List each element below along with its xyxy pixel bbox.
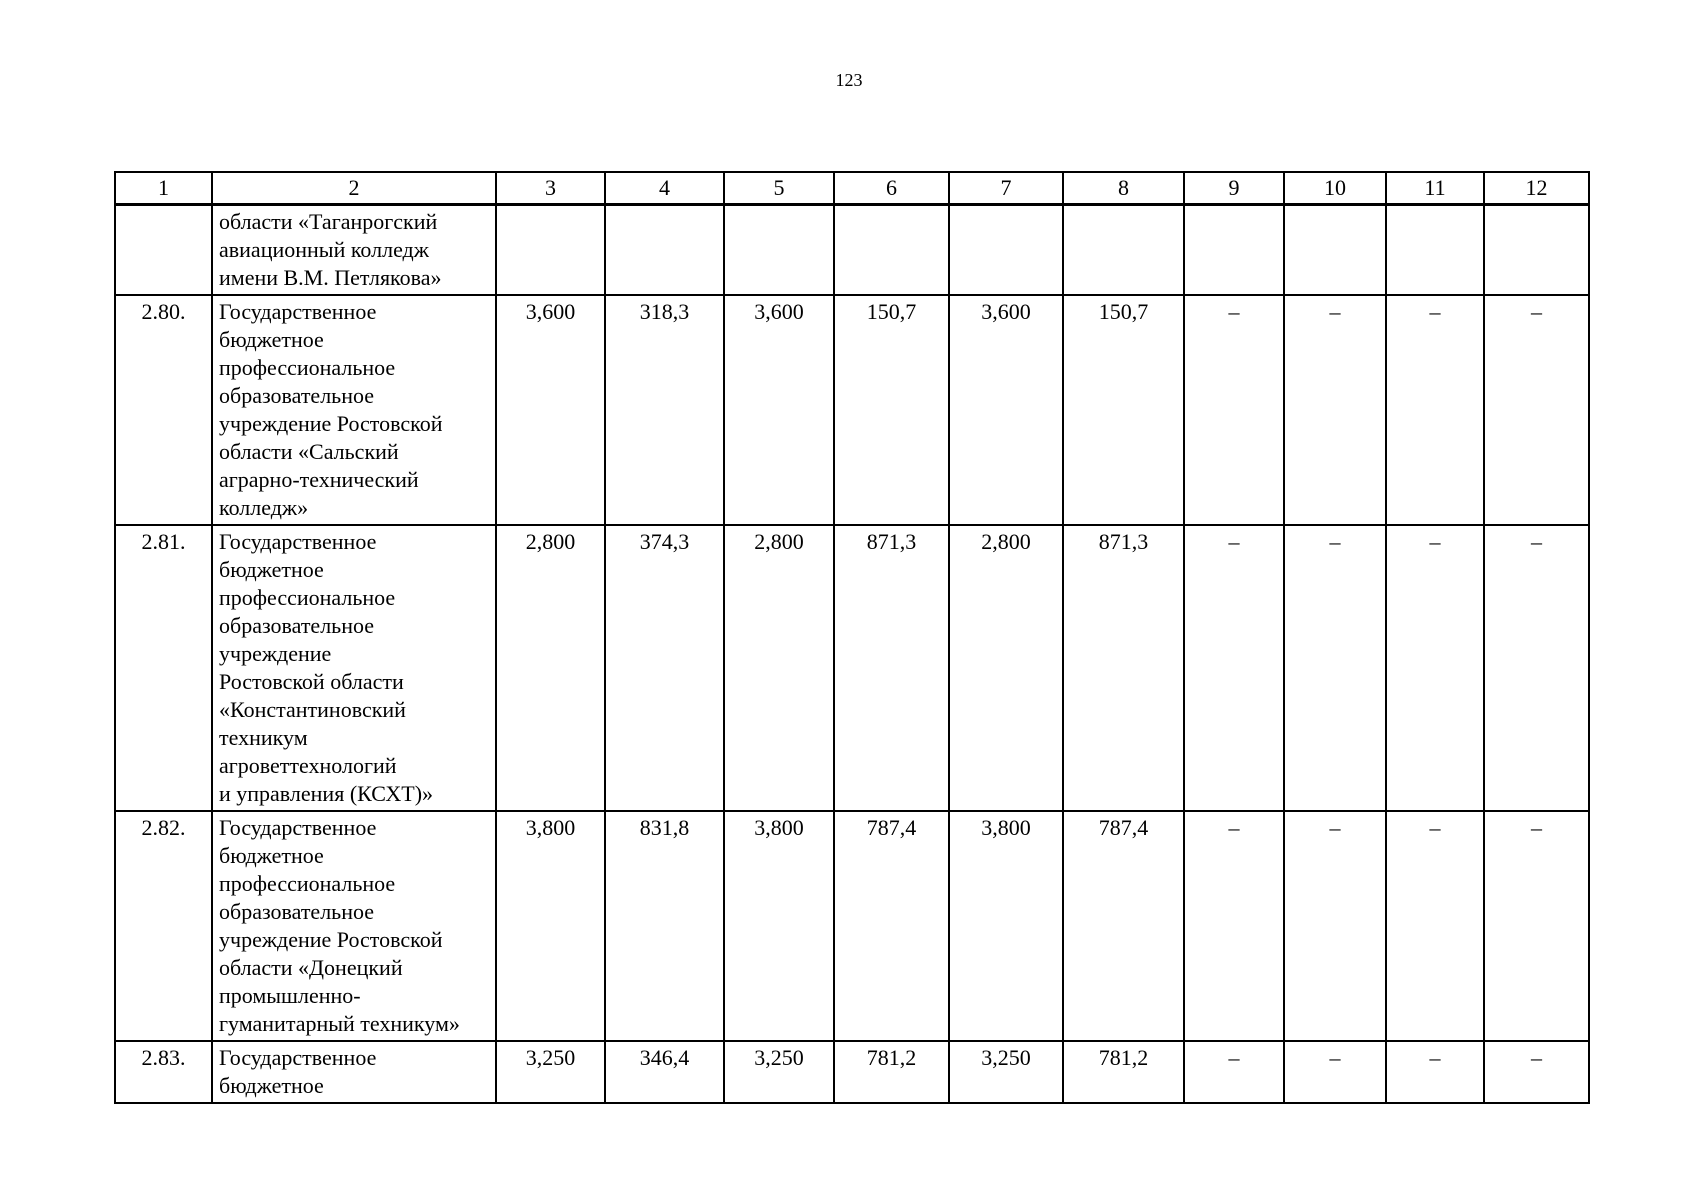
data-table bbox=[114, 171, 1590, 1104]
value-cell: 374,3 bbox=[605, 525, 724, 811]
value-cell: 871,3 bbox=[834, 525, 949, 811]
value-cell: 150,7 bbox=[834, 295, 949, 525]
value-cell: 3,250 bbox=[724, 1041, 834, 1103]
value-cell: 346,4 bbox=[605, 1041, 724, 1103]
row-number: 2.80. bbox=[115, 295, 212, 525]
value-cell: 2,800 bbox=[496, 525, 605, 811]
value-cell: 781,2 bbox=[1063, 1041, 1184, 1103]
value-cell: 3,800 bbox=[496, 811, 605, 1041]
table-row bbox=[115, 525, 1589, 811]
value-cell bbox=[496, 205, 605, 296]
value-cell bbox=[1386, 205, 1484, 296]
value-cell: 787,4 bbox=[834, 811, 949, 1041]
institution-name bbox=[212, 1041, 496, 1103]
value-cell: – bbox=[1184, 525, 1284, 811]
value-cell bbox=[834, 205, 949, 296]
value-cell bbox=[605, 205, 724, 296]
column-header: 7 bbox=[949, 172, 1063, 205]
row-number: 2.83. bbox=[115, 1041, 212, 1103]
value-cell: 787,4 bbox=[1063, 811, 1184, 1041]
row-number: 2.81. bbox=[115, 525, 212, 811]
column-header: 8 bbox=[1063, 172, 1184, 205]
page-number: 123 bbox=[835, 70, 863, 90]
value-cell: – bbox=[1386, 525, 1484, 811]
column-header: 5 bbox=[724, 172, 834, 205]
value-cell: – bbox=[1184, 1041, 1284, 1103]
value-cell: – bbox=[1484, 295, 1589, 525]
column-header: 10 bbox=[1284, 172, 1386, 205]
value-cell: 3,800 bbox=[949, 811, 1063, 1041]
column-header: 11 bbox=[1386, 172, 1484, 205]
value-cell: 3,250 bbox=[949, 1041, 1063, 1103]
institution-name-text: Государственное бюджетное bbox=[219, 1045, 377, 1098]
column-header: 9 bbox=[1184, 172, 1284, 205]
table-header bbox=[115, 172, 1589, 205]
value-cell: 831,8 bbox=[605, 811, 724, 1041]
value-cell: – bbox=[1386, 1041, 1484, 1103]
value-cell: 3,600 bbox=[496, 295, 605, 525]
table-row bbox=[115, 1041, 1589, 1103]
header-row bbox=[115, 172, 1589, 205]
value-cell: – bbox=[1386, 811, 1484, 1041]
value-cell bbox=[949, 205, 1063, 296]
value-cell: 781,2 bbox=[834, 1041, 949, 1103]
value-cell bbox=[1184, 205, 1284, 296]
column-header: 4 bbox=[605, 172, 724, 205]
value-cell: – bbox=[1184, 811, 1284, 1041]
value-cell: – bbox=[1484, 525, 1589, 811]
table-row bbox=[115, 295, 1589, 525]
institution-name bbox=[212, 811, 496, 1041]
value-cell bbox=[1284, 205, 1386, 296]
institution-name-text: Государственное бюджетное профессиональное образовательное учреждение Ростовской области «Константиновский техникум агроветтехнологий и управления (КСХТ)» bbox=[219, 529, 434, 806]
value-cell: 871,3 bbox=[1063, 525, 1184, 811]
value-cell: 318,3 bbox=[605, 295, 724, 525]
value-cell: – bbox=[1386, 295, 1484, 525]
institution-name-text: Государственное бюджетное профессиональное образовательное учреждение Ростовской области «Сальский аграрно-технический колледж» bbox=[219, 299, 443, 520]
institution-name bbox=[212, 205, 496, 296]
table-row bbox=[115, 811, 1589, 1041]
value-cell: 2,800 bbox=[949, 525, 1063, 811]
column-header: 1 bbox=[115, 172, 212, 205]
row-number bbox=[115, 205, 212, 296]
value-cell: – bbox=[1484, 811, 1589, 1041]
value-cell bbox=[1484, 205, 1589, 296]
value-cell: 3,600 bbox=[724, 295, 834, 525]
value-cell: 3,600 bbox=[949, 295, 1063, 525]
institution-name-text: области «Таганрогский авиационный колледж имени В.М. Петлякова» bbox=[219, 209, 442, 290]
institution-name-text: Государственное бюджетное профессиональное образовательное учреждение Ростовской области «Донецкий промышленно- гуманитарный техникум» bbox=[219, 815, 460, 1036]
row-number: 2.82. bbox=[115, 811, 212, 1041]
value-cell bbox=[724, 205, 834, 296]
table-row bbox=[115, 205, 1589, 296]
column-header: 3 bbox=[496, 172, 605, 205]
value-cell: 3,800 bbox=[724, 811, 834, 1041]
value-cell: – bbox=[1284, 811, 1386, 1041]
institution-name bbox=[212, 525, 496, 811]
value-cell: – bbox=[1284, 295, 1386, 525]
column-header: 6 bbox=[834, 172, 949, 205]
value-cell: 150,7 bbox=[1063, 295, 1184, 525]
column-header: 2 bbox=[212, 172, 496, 205]
value-cell: – bbox=[1284, 525, 1386, 811]
value-cell: – bbox=[1184, 295, 1284, 525]
value-cell: 3,250 bbox=[496, 1041, 605, 1103]
value-cell: 2,800 bbox=[724, 525, 834, 811]
column-header: 12 bbox=[1484, 172, 1589, 205]
value-cell bbox=[1063, 205, 1184, 296]
value-cell: – bbox=[1284, 1041, 1386, 1103]
value-cell: – bbox=[1484, 1041, 1589, 1103]
institution-name bbox=[212, 295, 496, 525]
